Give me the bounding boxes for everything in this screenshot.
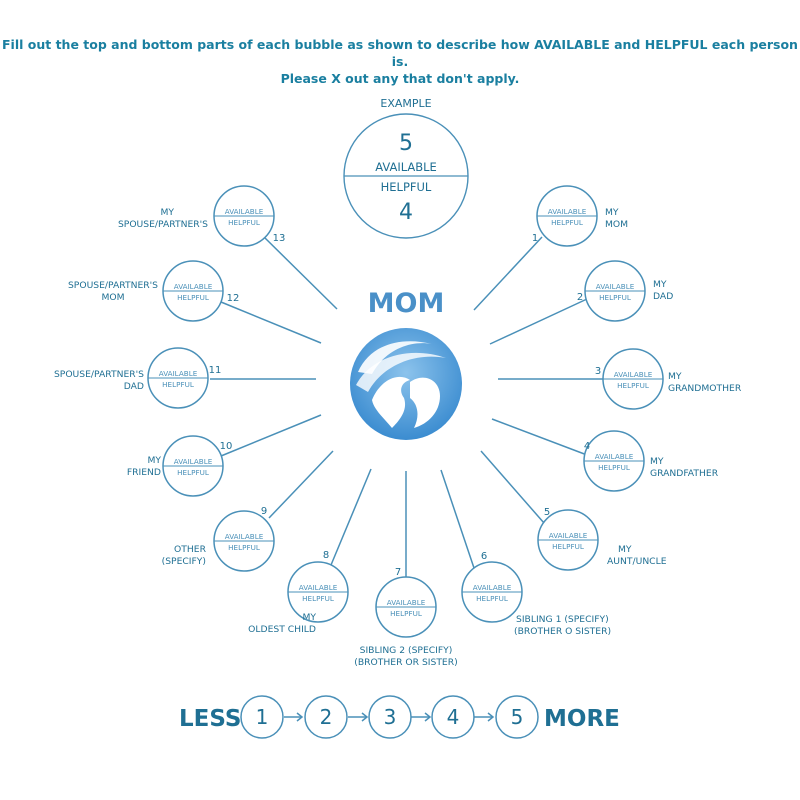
person-label-line-1: SPOUSE/PARTNER'S (53, 369, 144, 380)
scale-more-label: MORE (544, 706, 620, 732)
bubble-available-label: AVAILABLE (547, 207, 587, 216)
scale-step-number: 2 (319, 705, 333, 729)
person-label-line-2: MOM (101, 292, 125, 303)
person-bubble-3[interactable] (595, 349, 742, 409)
person-label-line-2: GRANDMOTHER (668, 383, 742, 394)
scale-step-5 (496, 696, 538, 738)
bubble-available-label: AVAILABLE (548, 531, 588, 540)
person-label-line-1: SIBLING 2 (SPECIFY) (359, 645, 453, 656)
bubble-helpful-label: HELPFUL (162, 380, 194, 389)
bubble-helpful-label: HELPFUL (177, 468, 209, 477)
person-number: 11 (208, 365, 222, 376)
person-bubble-12[interactable] (68, 261, 239, 321)
example-bubble (344, 114, 468, 238)
person-label-line-1: SPOUSE/PARTNER'S (67, 280, 159, 291)
person-number: 7 (394, 567, 402, 578)
instructions-line-1: Fill out the top and bottom parts of each bubble as shown to describe how AVAILABLE and HELPFUL each person is. (2, 37, 798, 69)
bubble-available-label: AVAILABLE (386, 598, 426, 607)
scale-step-number: 5 (510, 705, 524, 729)
person-bubble-5[interactable] (538, 507, 667, 570)
person-number: 8 (322, 550, 330, 561)
example-helpful-value: 4 (399, 200, 413, 225)
example-heading: EXAMPLE (380, 97, 432, 110)
person-number: 13 (272, 233, 286, 244)
person-number: 5 (543, 507, 551, 518)
scale-step-number: 4 (446, 705, 460, 729)
bubble-helpful-label: HELPFUL (390, 609, 422, 618)
bubble-helpful-label: HELPFUL (228, 218, 260, 227)
person-number: 9 (260, 506, 268, 517)
person-bubble-10[interactable] (127, 436, 233, 496)
bubble-available-label: AVAILABLE (298, 583, 338, 592)
mother-child-logo (350, 328, 462, 440)
rating-scale (179, 696, 620, 738)
person-label-line-2: FRIEND (126, 467, 161, 478)
person-label-line-1: MY (160, 207, 174, 218)
bubble-available-label: AVAILABLE (173, 457, 213, 466)
person-label-line-2: AUNT/UNCLE (607, 556, 667, 567)
example-available-label: AVAILABLE (375, 160, 437, 174)
scale-step-number: 1 (255, 705, 269, 729)
person-label-line-1: MY (618, 544, 632, 555)
person-number: 3 (594, 366, 602, 377)
person-label-line-1: OTHER (174, 544, 206, 555)
person-label-line-1: MY (668, 371, 682, 382)
bubble-helpful-label: HELPFUL (598, 463, 630, 472)
person-number: 4 (583, 441, 591, 452)
person-label-line-1: MY (302, 612, 316, 623)
bubble-available-label: AVAILABLE (594, 452, 634, 461)
bubble-available-label: AVAILABLE (595, 282, 635, 291)
person-label-line-1: MY (147, 455, 161, 466)
person-bubble-2[interactable] (577, 261, 673, 321)
example-helpful-label: HELPFUL (380, 180, 432, 194)
person-bubble-1[interactable] (532, 186, 628, 246)
bubble-available-label: AVAILABLE (613, 370, 653, 379)
bubble-helpful-label: HELPFUL (302, 594, 334, 603)
bubble-available-label: AVAILABLE (173, 282, 213, 291)
scale-step-3 (369, 696, 411, 738)
center-title: MOM (367, 288, 445, 319)
person-label-line-1: MY (653, 279, 667, 290)
person-label-line-1: MY (650, 456, 664, 467)
bubble-available-label: AVAILABLE (224, 207, 264, 216)
person-bubble-6[interactable] (462, 551, 611, 637)
bubble-helpful-label: HELPFUL (228, 543, 260, 552)
bubble-helpful-label: HELPFUL (552, 542, 584, 551)
bubble-available-label: AVAILABLE (224, 532, 264, 541)
person-label-line-2: (BROTHER OR SISTER) (354, 657, 458, 668)
person-bubble-9[interactable] (162, 506, 274, 571)
person-bubble-11[interactable] (54, 348, 221, 408)
person-number: 1 (531, 233, 539, 244)
person-label-line-2: DAD (653, 291, 674, 302)
person-number: 2 (576, 292, 584, 303)
scale-step-number: 3 (383, 705, 397, 729)
person-number: 10 (219, 441, 233, 452)
person-label-line-2: SPOUSE/PARTNER'S (117, 219, 208, 230)
example-available-value: 5 (399, 131, 413, 156)
person-label-line-2: (SPECIFY) (161, 556, 206, 567)
scale-step-1 (241, 696, 283, 738)
bubble-helpful-label: HELPFUL (617, 381, 649, 390)
person-label-line-1: MY (605, 207, 619, 218)
bubble-helpful-label: HELPFUL (177, 293, 209, 302)
person-number: 12 (226, 293, 240, 304)
person-number: 6 (480, 551, 488, 562)
bubble-available-label: AVAILABLE (158, 369, 198, 378)
scale-step-4 (432, 696, 474, 738)
bubble-helpful-label: HELPFUL (599, 293, 631, 302)
person-bubble-13[interactable] (118, 186, 285, 246)
person-label-line-2: MOM (605, 219, 629, 230)
bubble-helpful-label: HELPFUL (476, 594, 508, 603)
person-label-line-1: SIBLING 1 (SPECIFY) (516, 614, 609, 625)
person-bubble-4[interactable] (584, 431, 719, 491)
scale-step-2 (305, 696, 347, 738)
person-label-line-2: DAD (123, 381, 144, 392)
person-label-line-2: (BROTHER O SISTER) (514, 626, 612, 637)
person-label-line-2: OLDEST CHILD (248, 624, 316, 635)
bubble-helpful-label: HELPFUL (551, 218, 583, 227)
bubble-available-label: AVAILABLE (472, 583, 512, 592)
instructions-line-2: Please X out any that don't apply. (280, 71, 520, 86)
person-label-line-2: GRANDFATHER (650, 468, 719, 479)
person-bubble-7[interactable] (354, 567, 457, 668)
scale-less-label: LESS (179, 706, 242, 732)
